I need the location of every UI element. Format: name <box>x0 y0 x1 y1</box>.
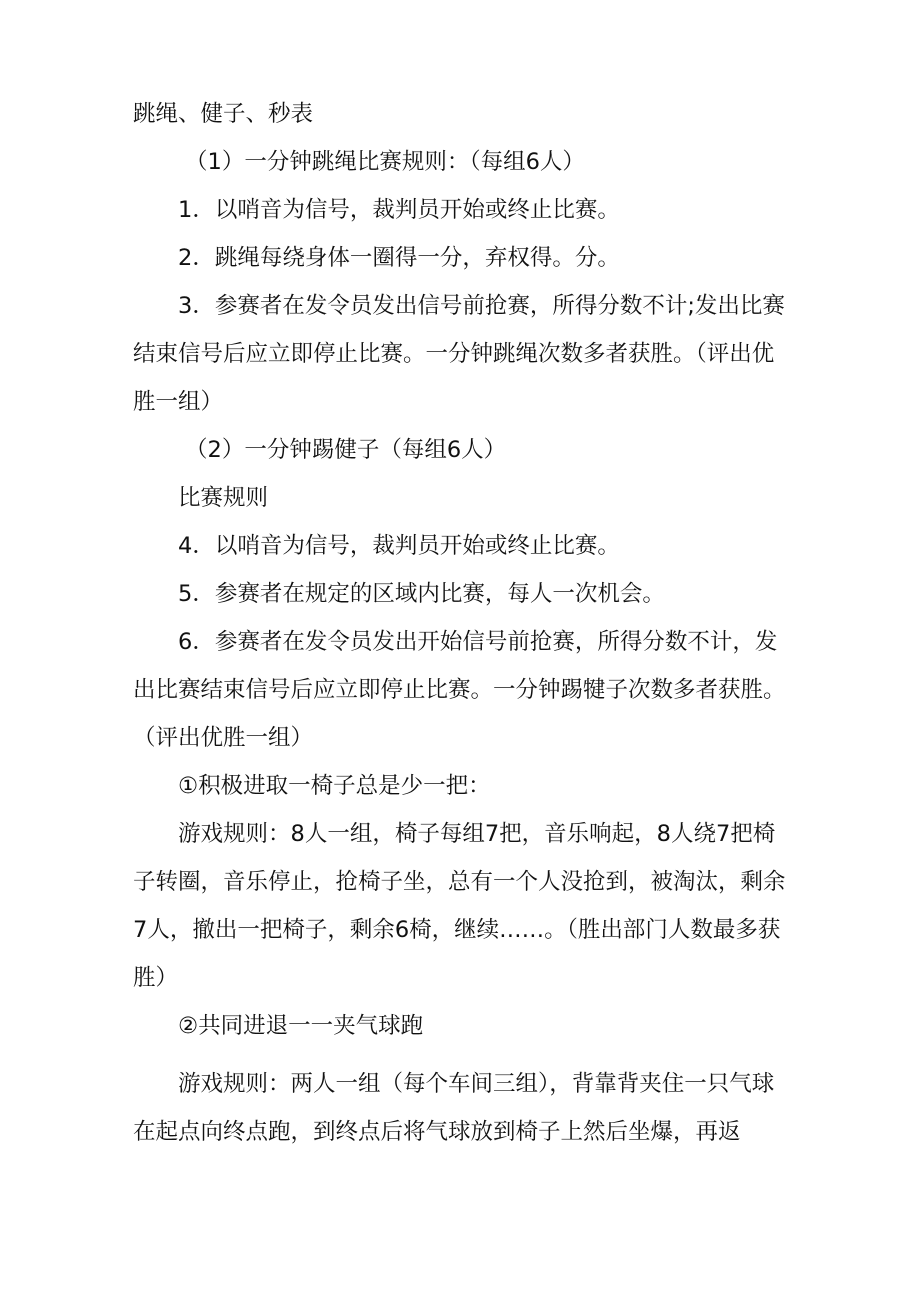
section-jump-rope-title: （1）一分钟跳绳比赛规则：（每组6人） <box>185 149 585 175</box>
section-shuttlecock-title: （2）一分钟踢健子（每组6人） <box>185 437 507 463</box>
rule-item-5: 5．参赛者在规定的区域内比赛，每人一次机会。 <box>178 581 665 607</box>
rules-heading: 比赛规则 <box>178 485 269 511</box>
rule-item-6: 6．参赛者在发令员发出开始信号前抢赛，所得分数不计，发出比赛结束信号后应立即停止比赛。一分钟踢犍子次数多者获胜。（评出优胜一组） <box>133 629 786 751</box>
game-balloon-title: ②共同进退一一夹气球跑 <box>178 1013 424 1039</box>
game-chairs-title: ①积极进取一椅子总是少一把： <box>178 773 491 799</box>
game-balloon-rules: 游戏规则：两人一组（每个车间三组），背靠背夹住一只气球在起点向终点跑，到终点后将气球放到椅子上然后坐爆，再返 <box>133 1071 775 1145</box>
rule-item-2: 2．跳绳每绕身体一圈得一分，弃权得。分。 <box>178 245 620 271</box>
game-chairs-rules: 游戏规则：8人一组，椅子每组7把，音乐响起，8人绕7把椅子转圈，音乐停止，抢椅子坐，总有一个人没抢到，被淘汰，剩余7人，撤出一把椅子，剩余6椅，继续……。（胜出部门人数最多获胜） <box>133 821 786 991</box>
materials-line: 跳绳、健子、秒表 <box>133 101 314 127</box>
rule-item-4: 4．以哨音为信号，裁判员开始或终止比赛。 <box>178 533 620 559</box>
rule-item-3: 3．参赛者在发令员发出信号前抢赛，所得分数不计;发出比赛结束信号后应立即停止比赛。一分钟跳绳次数多者获胜。（评出优胜一组） <box>133 293 785 415</box>
document-body <box>133 90 793 1156</box>
rule-item-1: 1．以哨音为信号，裁判员开始或终止比赛。 <box>178 197 620 223</box>
